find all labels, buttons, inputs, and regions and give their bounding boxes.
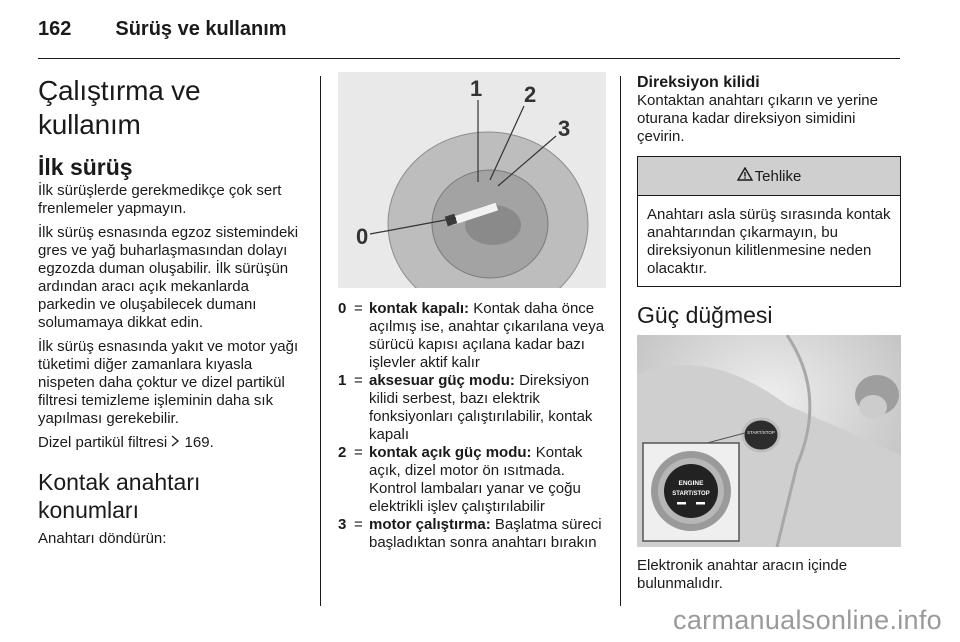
- legend-eq: =: [354, 372, 363, 389]
- legend-num: 0: [338, 300, 347, 317]
- first-drive-p3: İlk sürüş esnasında yakıt ve motor yağı tüketimi diğer zamanlara kıyasla nispeten daha çoktur ve dizel partikül filtresi temizleme işleminin daha sık yapılması gerekebilir.: [38, 338, 299, 427]
- legend-term: motor çalıştırma:: [369, 516, 491, 533]
- section-title: Çalıştırma ve kullanım: [38, 75, 201, 140]
- danger-title: Tehlike: [754, 167, 802, 185]
- steering-lock-heading: Direksiyon kilidi: [637, 74, 760, 91]
- warning-triangle-icon: [737, 167, 753, 186]
- power-button-photo: [637, 335, 901, 547]
- power-button-heading: Güç düğmesi: [637, 302, 773, 328]
- power-button-text: Elektronik anahtar aracın içinde bulunmalıdır.: [637, 557, 848, 592]
- position-label-0: 0: [356, 224, 369, 249]
- danger-header: [638, 157, 900, 196]
- legend-term: kontak açık güç modu:: [369, 444, 532, 461]
- legend-item: [338, 300, 606, 372]
- legend-desc: Kontak açık, dizel motor ön ısıtmada. Kontrol lambaları yanar ve çoğu elektrikli işlev çalıştırılabilir: [369, 444, 583, 515]
- header-rule: [38, 58, 900, 59]
- ignition-legend: [338, 300, 606, 552]
- small-button-label: START/STOP: [747, 430, 775, 435]
- legend-eq: =: [354, 444, 363, 461]
- key-positions-heading: Kontak anahtarı konumları: [38, 469, 201, 523]
- legend-eq: =: [354, 300, 363, 317]
- legend-desc: Başlatma süreci başladıktan sonra anahtarı bırakın: [369, 516, 602, 551]
- first-drive-p4: [38, 434, 304, 452]
- legend-item: [338, 444, 606, 516]
- legend-num: 3: [338, 516, 347, 533]
- first-drive-p1: İlk sürüşlerde gerekmedikçe çok sert frenlemeler yapmayın.: [38, 182, 282, 217]
- position-label-2: 2: [524, 82, 537, 107]
- legend-eq: =: [354, 516, 363, 533]
- legend-text: [369, 300, 606, 372]
- column-divider-2: [620, 76, 621, 606]
- legend-desc: Kontak daha önce açılmış ise, anahtar çıkarılana veya sürücü kapısı açılana kadar bazı işlevler aktif kalır: [369, 300, 605, 371]
- column-2: [338, 72, 606, 552]
- watermark: carmanualsonline.info: [673, 605, 942, 635]
- legend-item: [338, 372, 606, 444]
- legend-text: [369, 372, 606, 444]
- first-drive-heading: İlk sürüş: [38, 154, 133, 180]
- legend-term: kontak kapalı:: [369, 300, 470, 317]
- column-divider-1: [320, 76, 321, 606]
- legend-term: aksesuar güç modu:: [369, 372, 515, 389]
- danger-box: [637, 156, 901, 287]
- danger-text: Anahtarı asla sürüş sırasında kontak anahtarından çıkarmayın, bu direksiyonun kilitlenmesine neden olacaktır.: [647, 206, 891, 277]
- page-header: [38, 18, 287, 41]
- page-reference-icon: [171, 435, 180, 450]
- start-stop-label: START/STOP: [672, 491, 710, 497]
- column-3: [637, 74, 901, 599]
- first-drive-p2: İlk sürüş esnasında egzoz sistemindeki gres ve yağ buharlaşmasından dolayı egzozda duman oluşabilir. İlk sürüşün ardından aracı açık mekanlarda parkedin ve oluşabilecek dumanı solumamaya dikkat edin.: [38, 224, 299, 331]
- ignition-switch-figure: [338, 72, 606, 288]
- dpf-page-link[interactable]: 169.: [184, 434, 214, 451]
- column-1: [38, 74, 304, 554]
- page-number: 162: [38, 18, 72, 40]
- position-label-3: 3: [558, 116, 571, 141]
- steering-lock-text: Kontaktan anahtarı çıkarın ve yerine oturana kadar direksiyon simidini çevirin.: [637, 92, 878, 145]
- engine-label: ENGINE: [678, 480, 704, 487]
- legend-num: 2: [338, 444, 347, 461]
- legend-item: [338, 516, 606, 552]
- key-positions-p1: Anahtarı döndürün:: [38, 530, 167, 547]
- legend-text: [369, 444, 606, 516]
- legend-num: 1: [338, 372, 347, 389]
- dpf-reference-text: Dizel partikül filtresi: [38, 434, 168, 451]
- position-label-1: 1: [470, 76, 483, 101]
- legend-text: [369, 516, 606, 552]
- legend-desc: Direksiyon kilidi serbest, bazı elektrik fonksiyonları çalıştırılabilir, kontak kapalı: [369, 372, 593, 443]
- chapter-title: Sürüş ve kullanım: [115, 18, 287, 40]
